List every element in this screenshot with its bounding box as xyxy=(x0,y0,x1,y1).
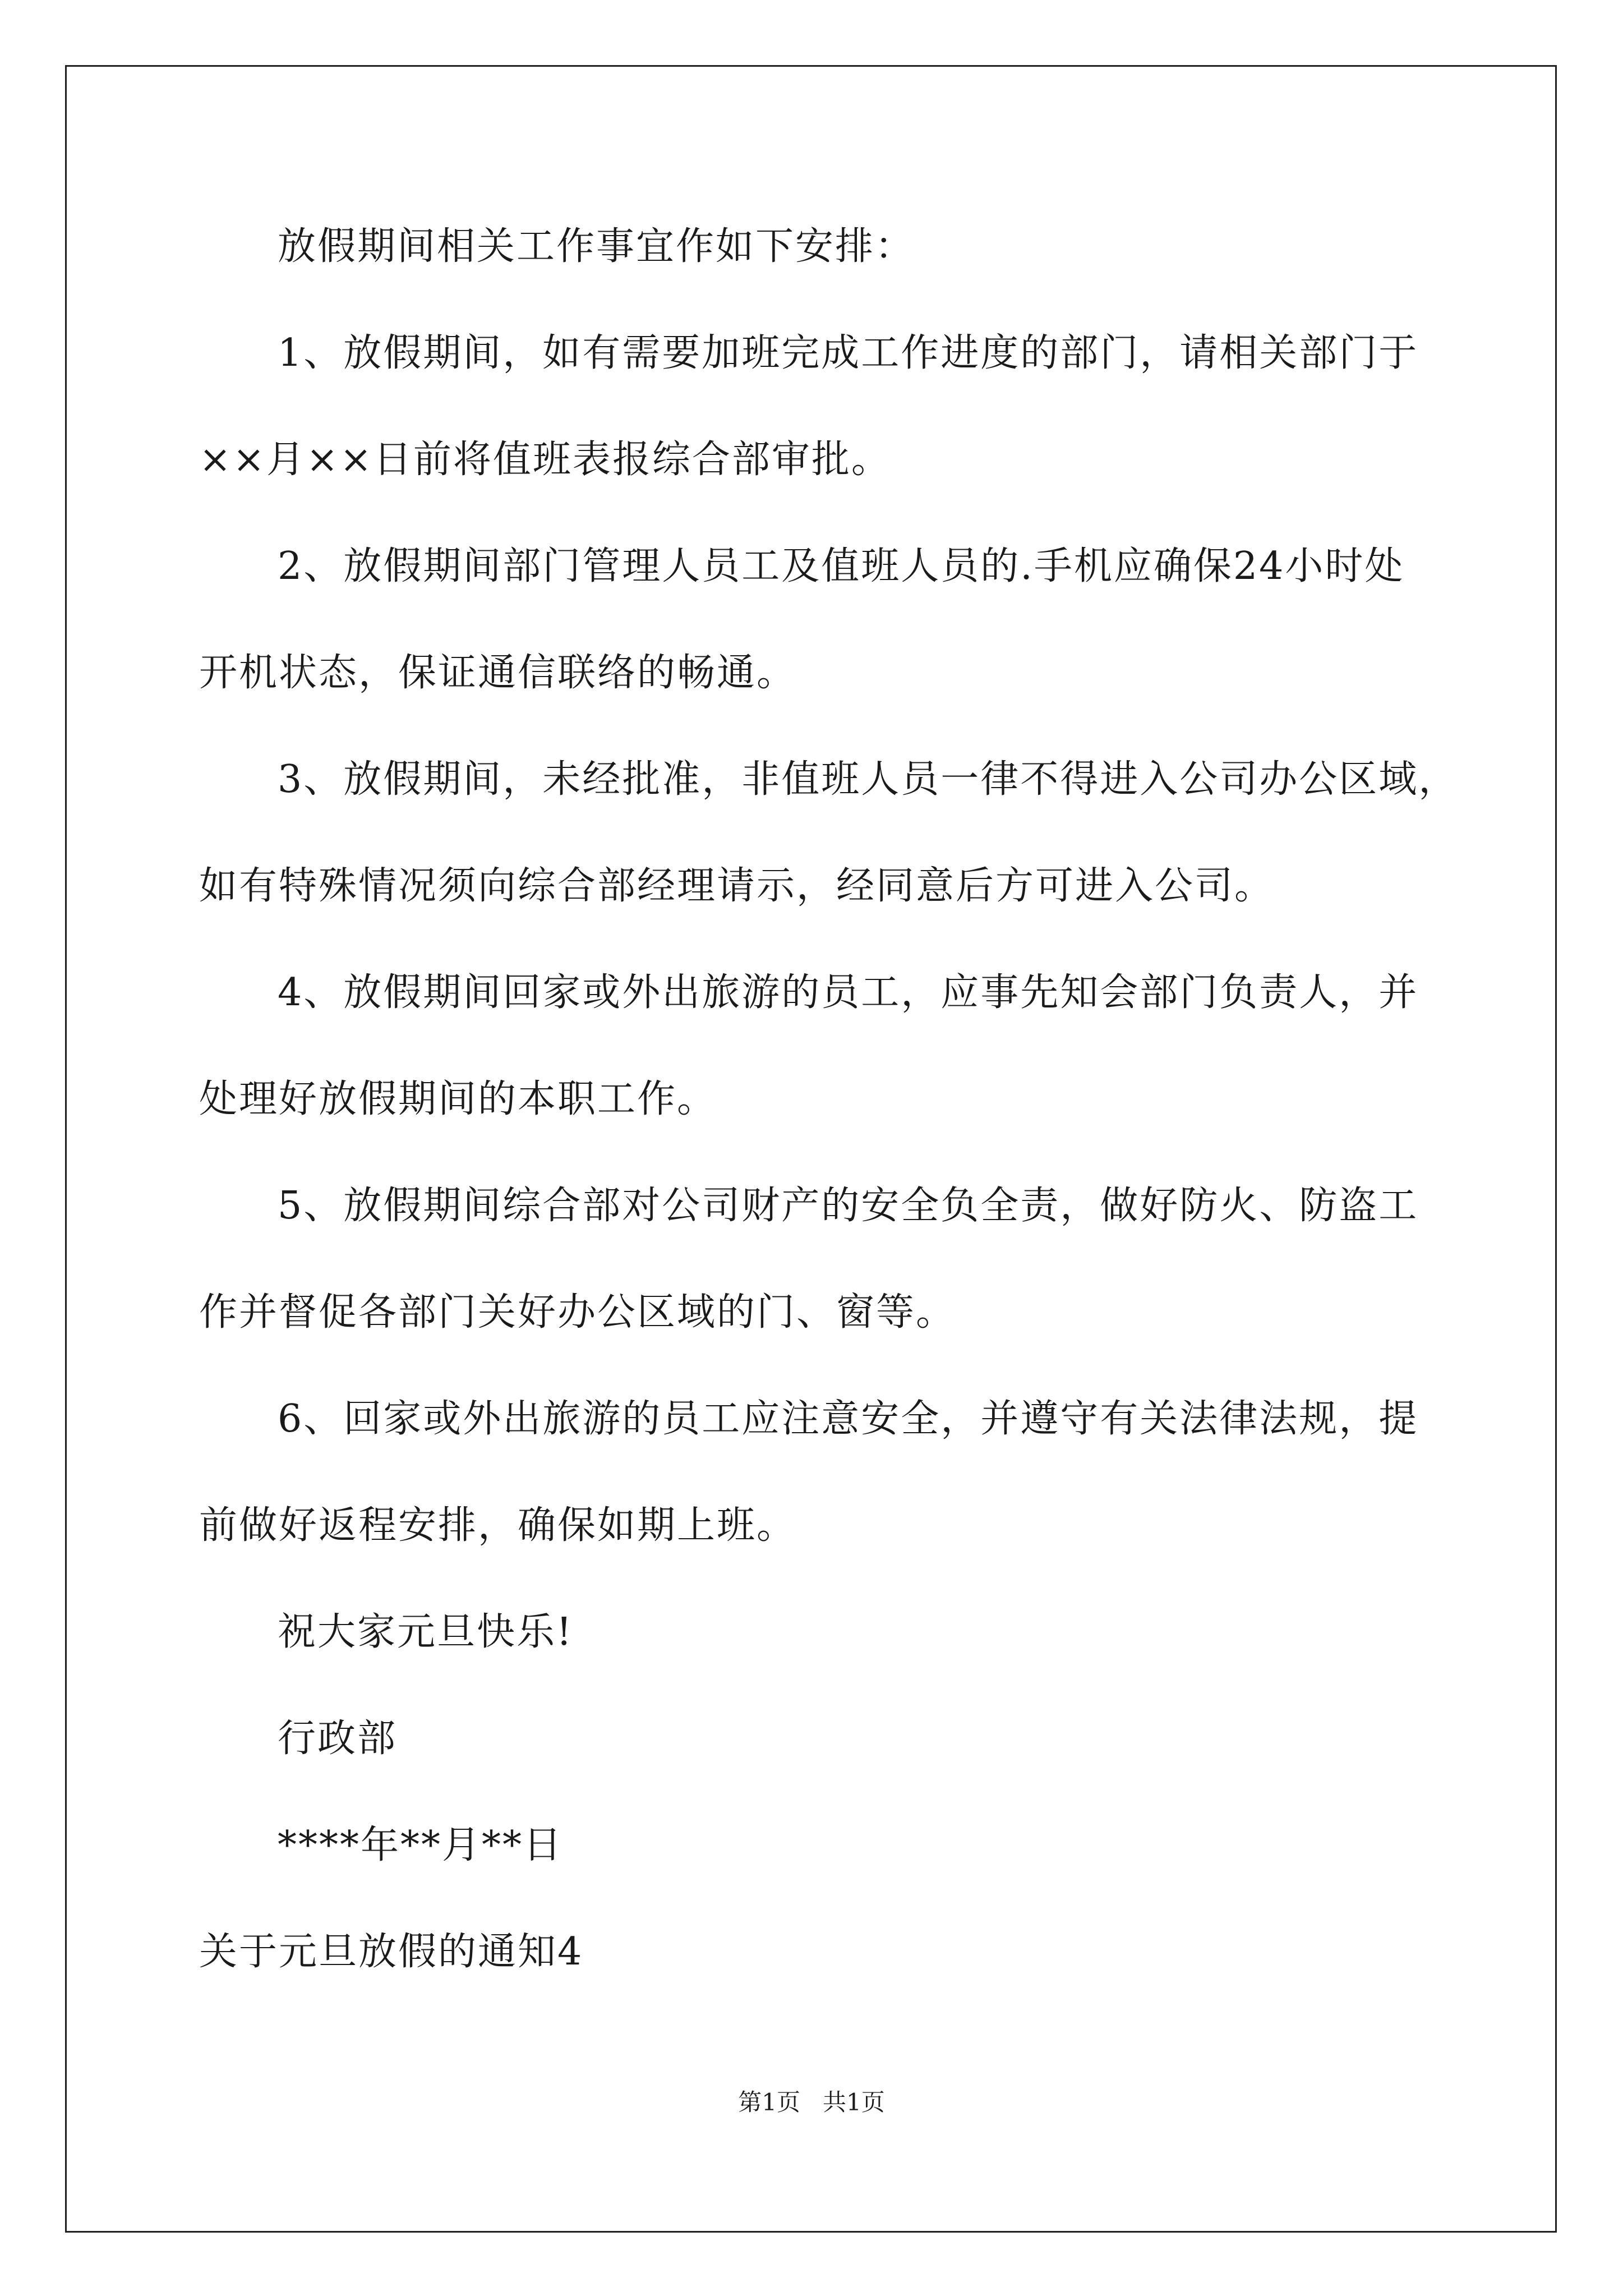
page-border xyxy=(65,65,1557,2233)
item-1-line-1: 1、放假期间，如有需要加班完成工作进度的部门，请相关部门于 xyxy=(278,331,1419,375)
item-3-line-1: 3、放假期间，未经批准，非值班人员一律不得进入公司办公区域， xyxy=(278,757,1459,802)
item-2-line-1: 2、放假期间部门管理人员工及值班人员的.手机应确保24小时处 xyxy=(278,544,1405,588)
item-5-line-2: 作并督促各部门关好办公区域的门、窗等。 xyxy=(199,1290,956,1335)
signature-department: 行政部 xyxy=(278,1717,398,1761)
item-1-line-2: ××月××日前将值班表报综合部审批。 xyxy=(199,438,891,482)
signature-date: ****年**月**日 xyxy=(278,1823,564,1867)
page-number-footer: 第1页 共1页 xyxy=(738,2088,885,2116)
intro-line: 放假期间相关工作事宜作如下安排： xyxy=(278,224,915,269)
item-2-line-2: 开机状态，保证通信联络的畅通。 xyxy=(199,651,797,695)
item-6-line-2: 前做好返程安排，确保如期上班。 xyxy=(199,1503,797,1548)
item-6-line-1: 6、回家或外出旅游的员工应注意安全，并遵守有关法律法规，提 xyxy=(278,1397,1419,1441)
greeting-line: 祝大家元旦快乐! xyxy=(278,1610,574,1654)
item-3-line-2: 如有特殊情况须向综合部经理请示，经同意后方可进入公司。 xyxy=(199,864,1275,908)
item-4-line-1: 4、放假期间回家或外出旅游的员工，应事先知会部门负责人，并 xyxy=(278,970,1419,1015)
next-section-title: 关于元旦放假的通知4 xyxy=(199,1930,584,1974)
item-5-line-1: 5、放假期间综合部对公司财产的安全负全责，做好防火、防盗工 xyxy=(278,1184,1419,1228)
item-4-line-2: 处理好放假期间的本职工作。 xyxy=(199,1077,717,1121)
